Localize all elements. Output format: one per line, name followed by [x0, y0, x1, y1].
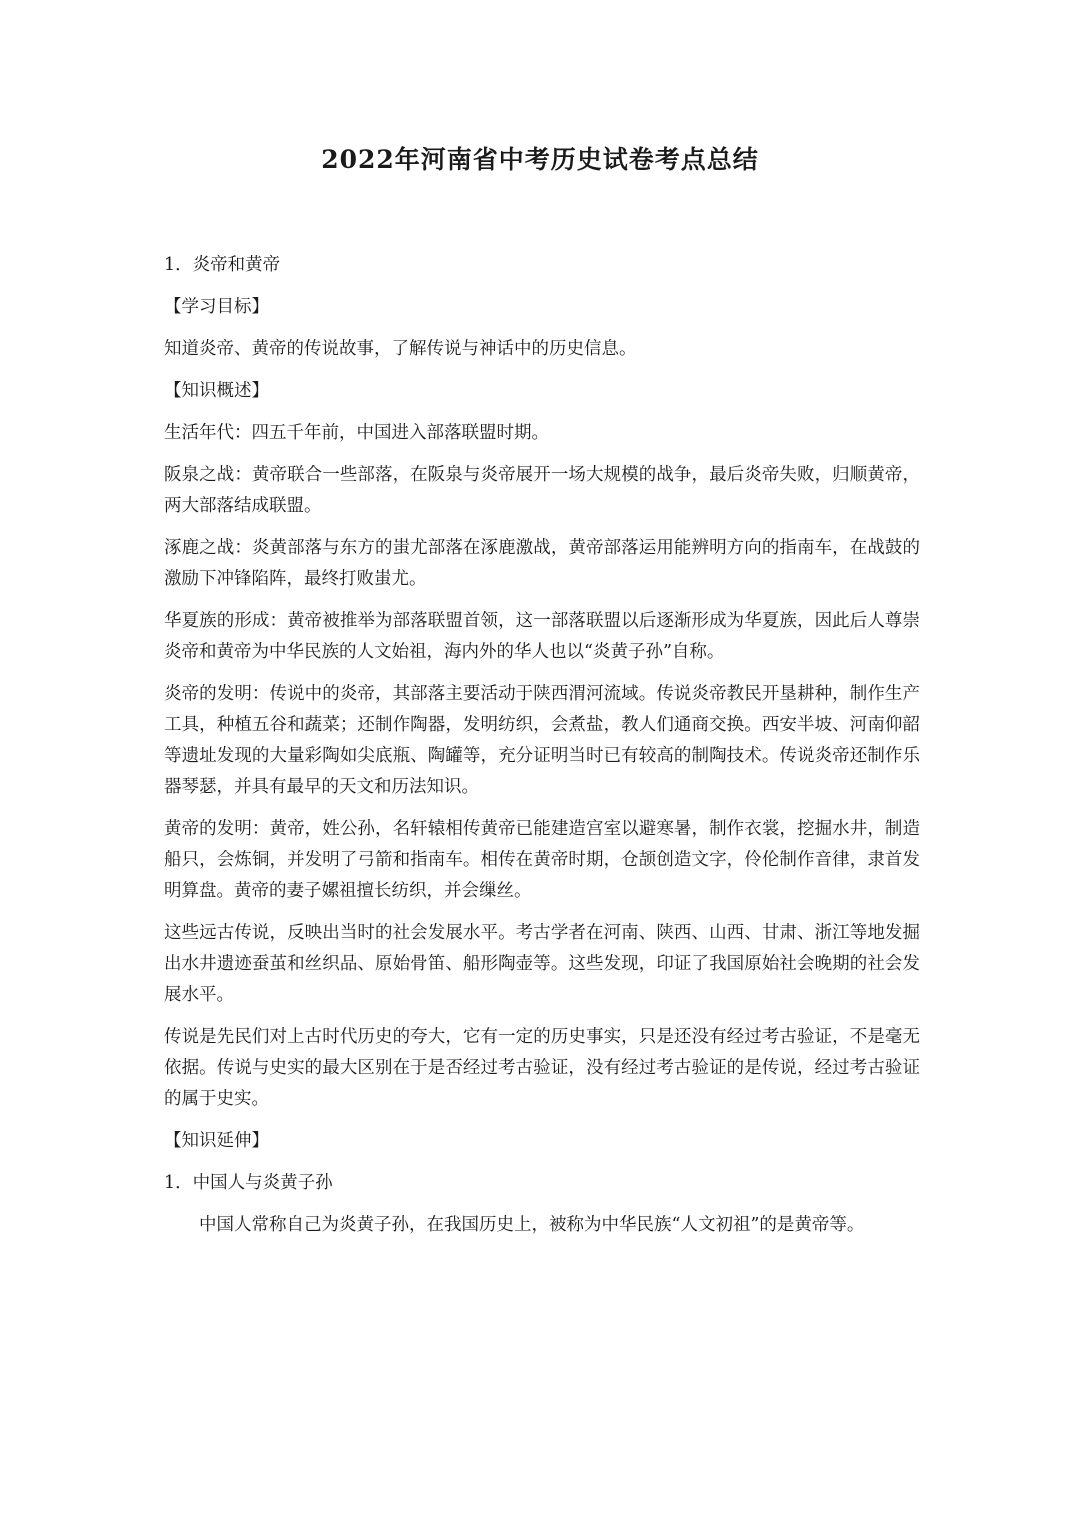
document-body: [164, 250, 920, 1252]
paragraph-banquan-battle: 阪泉之战：黄帝联合一些部落，在阪泉与炎帝展开一场大规模的战争，最后炎帝失败，归顺黄帝，两大部落结成联盟。: [164, 465, 920, 516]
extension-item: 1．中国人与炎黄子孙: [164, 1173, 333, 1193]
paragraph-zhuolu-battle: 涿鹿之战：炎黄部落与东方的蚩尤部落在涿鹿激战，黄帝部落运用能辨明方向的指南车，在战鼓的激励下冲锋陷阵，最终打败蚩尤。: [164, 538, 920, 589]
paragraph-legend-vs-history: 传说是先民们对上古时代历史的夸大，它有一定的历史事实，只是还没有经过考古验证，不是毫无依据。传说与史实的最大区别在于是否经过考古验证，没有经过考古验证的是传说，经过考古验证的属于史实。: [164, 1027, 920, 1109]
learning-goal-label: 【学习目标】: [164, 297, 269, 317]
paragraph-yandi-inventions: 炎帝的发明：传说中的炎帝，其部落主要活动于陕西渭河流域。传说炎帝教民开垦耕种，制作生产工具，种植五谷和蔬菜；还制作陶器，发明纺织，会煮盐，教人们通商交换。西安半坡、河南仰韶等遗址发现的大量彩陶如尖底瓶、陶罐等，充分证明当时已有较高的制陶技术。传说炎帝还制作乐器琴瑟，并具有最早的天文和历法知识。: [164, 684, 920, 797]
overview-label: 【知识概述】: [164, 381, 269, 401]
extension-label: 【知识延伸】: [164, 1131, 269, 1151]
paragraph-huangdi-inventions: 黄帝的发明：黄帝，姓公孙，名轩辕相传黄帝已能建造宫室以避寒暑，制作衣裳，挖掘水井，制造船只，会炼铜，并发明了弓箭和指南车。相传在黄帝时期，仓颉创造文字，伶伦制作音律，隶首发明算盘。黄帝的妻子嫘祖擅长纺织，并会缫丝。: [164, 819, 920, 901]
page-title: 2022年河南省中考历史试卷考点总结: [321, 145, 759, 174]
learning-goal-text: 知道炎帝、黄帝的传说故事，了解传说与神话中的历史信息。: [164, 339, 637, 359]
paragraph-era: 生活年代：四五千年前，中国进入部落联盟时期。: [164, 423, 549, 443]
extension-text: 中国人常称自己为炎黄子孙，在我国历史上，被称为中华民族“人文初祖”的是黄帝等。: [199, 1215, 865, 1235]
section-heading: 1．炎帝和黄帝: [164, 255, 281, 275]
paragraph-legends: 这些远古传说，反映出当时的社会发展水平。考古学者在河南、陕西、山西、甘肃、浙江等地发掘出水井遗迹蚕茧和丝织品、原始骨笛、船形陶壶等。这些发现，印证了我国原始社会晚期的社会发展水平。: [164, 923, 920, 1005]
paragraph-huaxia-formation: 华夏族的形成：黄帝被推举为部落联盟首领，这一部落联盟以后逐渐形成为华夏族，因此后人尊崇炎帝和黄帝为中华民族的人文始祖，海内外的华人也以“炎黄子孙”自称。: [164, 611, 920, 662]
